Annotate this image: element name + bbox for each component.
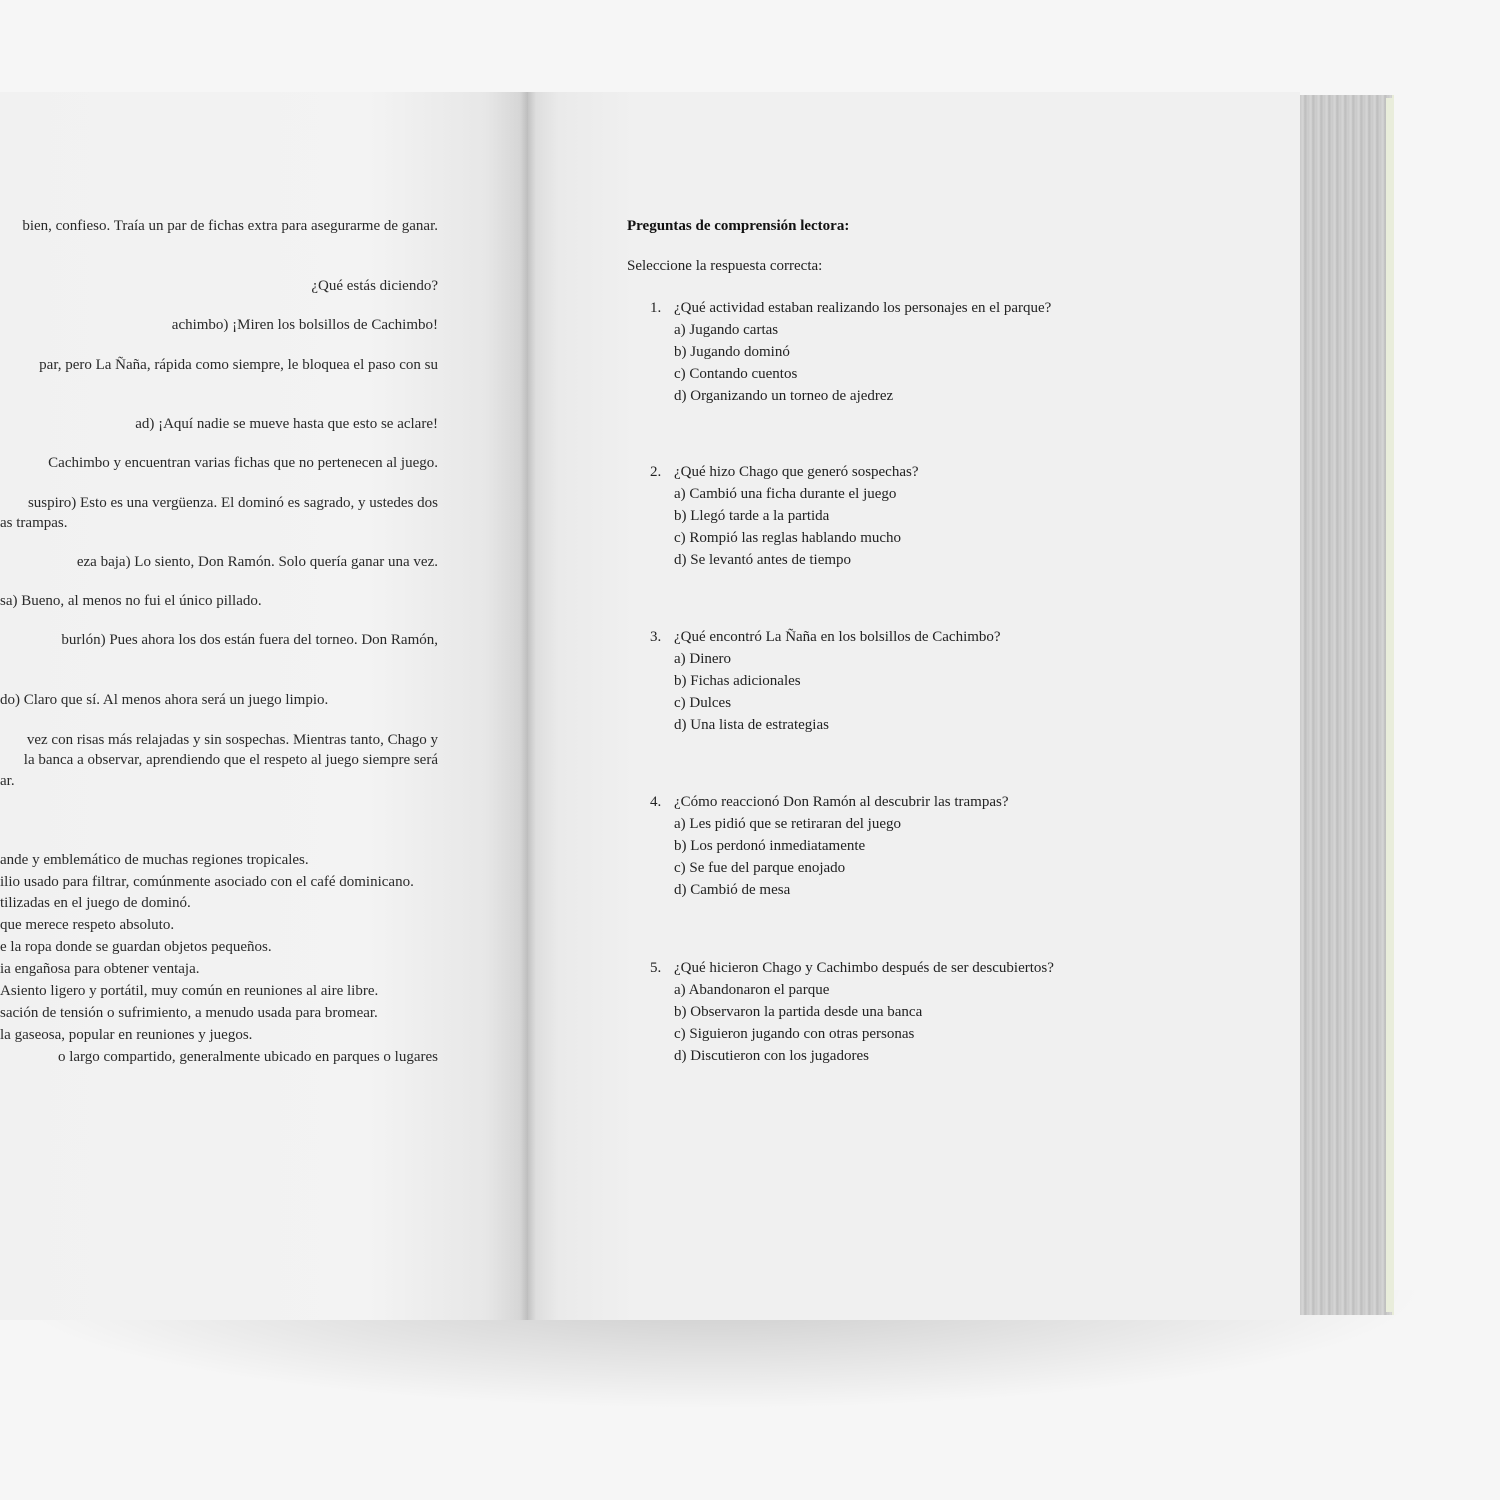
answer-option: c) Contando cuentos (674, 366, 798, 382)
answer-option: b) Observaron la partida desde una banca (674, 1004, 923, 1020)
question-text: ¿Cómo reaccionó Don Ramón al descubrir las trampas? (674, 794, 1009, 810)
answer-option: c) Rompió las reglas hablando mucho (674, 530, 902, 546)
question-text: ¿Qué hizo Chago que generó sospechas? (674, 464, 919, 480)
question-number: 2. (650, 464, 662, 480)
answer-option: d) Discutieron con los jugadores (674, 1048, 869, 1064)
answer-option: b) Llegó tarde a la partida (674, 508, 830, 524)
question-5 (650, 957, 1054, 1067)
answer-option: d) Se levantó antes de tiempo (674, 552, 852, 568)
glossary-line: Asiento ligero y portátil, muy común en reuniones al aire libre. (0, 983, 379, 999)
left-line: par, pero La Ñaña, rápida como siempre, le bloquea el paso con su (39, 357, 438, 373)
glossary-line: e la ropa donde se guardan objetos pequeños. (0, 939, 272, 955)
question-text: ¿Qué actividad estaban realizando los personajes en el parque? (674, 300, 1052, 316)
left-page-text (0, 92, 528, 1320)
left-line: bien, confieso. Traía un par de fichas extra para asegurarme de ganar. (22, 218, 438, 234)
right-page (528, 92, 1300, 1320)
glossary-line: ilio usado para filtrar, comúnmente asociado con el café dominicano. (0, 874, 414, 890)
left-line: burlón) Pues ahora los dos están fuera del torneo. Don Ramón, (61, 632, 438, 648)
answer-option: a) Abandonaron el parque (674, 982, 830, 998)
answer-option: c) Dulces (674, 695, 732, 711)
left-line: ¿Qué estás diciendo? (311, 278, 438, 294)
question-text: ¿Qué encontró La Ñaña en los bolsillos de Cachimbo? (674, 629, 1001, 645)
left-line: Cachimbo y encuentran varias fichas que no pertenecen al juego. (48, 455, 438, 471)
left-line: ad) ¡Aquí nadie se mueve hasta que esto se aclare! (135, 416, 438, 432)
question-number: 4. (650, 794, 662, 810)
left-line: vez con risas más relajadas y sin sospechas. Mientras tanto, Chago y (26, 732, 438, 748)
question-number: 1. (650, 300, 662, 316)
left-line: eza baja) Lo siento, Don Ramón. Solo quería ganar una vez. (76, 554, 438, 570)
answer-option: d) Una lista de estrategias (674, 717, 829, 733)
glossary-line: ia engañosa para obtener ventaja. (0, 961, 200, 977)
left-line: as trampas. (0, 515, 68, 531)
question-1 (650, 297, 1051, 407)
question-4 (650, 791, 1008, 901)
page-block-edges (1300, 95, 1394, 1315)
answer-option: b) Fichas adicionales (674, 673, 801, 689)
book-gutter (520, 92, 536, 1320)
left-page (0, 92, 528, 1320)
left-line: do) Claro que sí. Al menos ahora será un juego limpio. (0, 692, 329, 708)
answer-option: a) Les pidió que se retiraran del juego (674, 816, 901, 832)
instruction-text: Seleccione la respuesta correcta: (627, 258, 823, 274)
answer-option: c) Siguieron jugando con otras personas (674, 1026, 915, 1042)
answer-option: d) Cambió de mesa (674, 882, 791, 898)
answer-option: b) Jugando dominó (674, 344, 790, 360)
left-line: ar. (0, 773, 15, 789)
left-line: sa) Bueno, al menos no fui el único pillado. (0, 593, 262, 609)
question-2 (650, 461, 919, 571)
glossary-line: la gaseosa, popular en reuniones y juegos. (0, 1027, 253, 1043)
question-text: ¿Qué hicieron Chago y Cachimbo después de ser descubiertos? (674, 960, 1054, 976)
glossary-line: o largo compartido, generalmente ubicado en parques o lugares (57, 1049, 438, 1065)
left-line: achimbo) ¡Miren los bolsillos de Cachimbo! (171, 317, 438, 333)
answer-option: c) Se fue del parque enojado (674, 860, 846, 876)
answer-option: b) Los perdonó inmediatamente (674, 838, 866, 854)
question-3 (650, 626, 1001, 736)
answer-option: a) Dinero (674, 651, 732, 667)
glossary-line: tilizadas en el juego de dominó. (0, 895, 191, 911)
glossary-line: ande y emblemático de muchas regiones tropicales. (0, 852, 309, 868)
left-line: suspiro) Esto es una vergüenza. El dominó es sagrado, y ustedes dos (27, 495, 438, 511)
question-number: 3. (650, 629, 662, 645)
glossary-line: que merece respeto absoluto. (0, 917, 175, 933)
answer-option: a) Cambió una ficha durante el juego (674, 486, 897, 502)
left-line: la banca a observar, aprendiendo que el respeto al juego siempre será (23, 752, 438, 768)
page-title: Preguntas de comprensión lectora: (627, 218, 850, 234)
answer-option: d) Organizando un torneo de ajedrez (674, 388, 894, 404)
glossary-line: sación de tensión o sufrimiento, a menudo usada para bromear. (0, 1005, 378, 1021)
answer-option: a) Jugando cartas (674, 322, 779, 338)
book-cover-edge (1386, 98, 1394, 1312)
question-number: 5. (650, 960, 662, 976)
